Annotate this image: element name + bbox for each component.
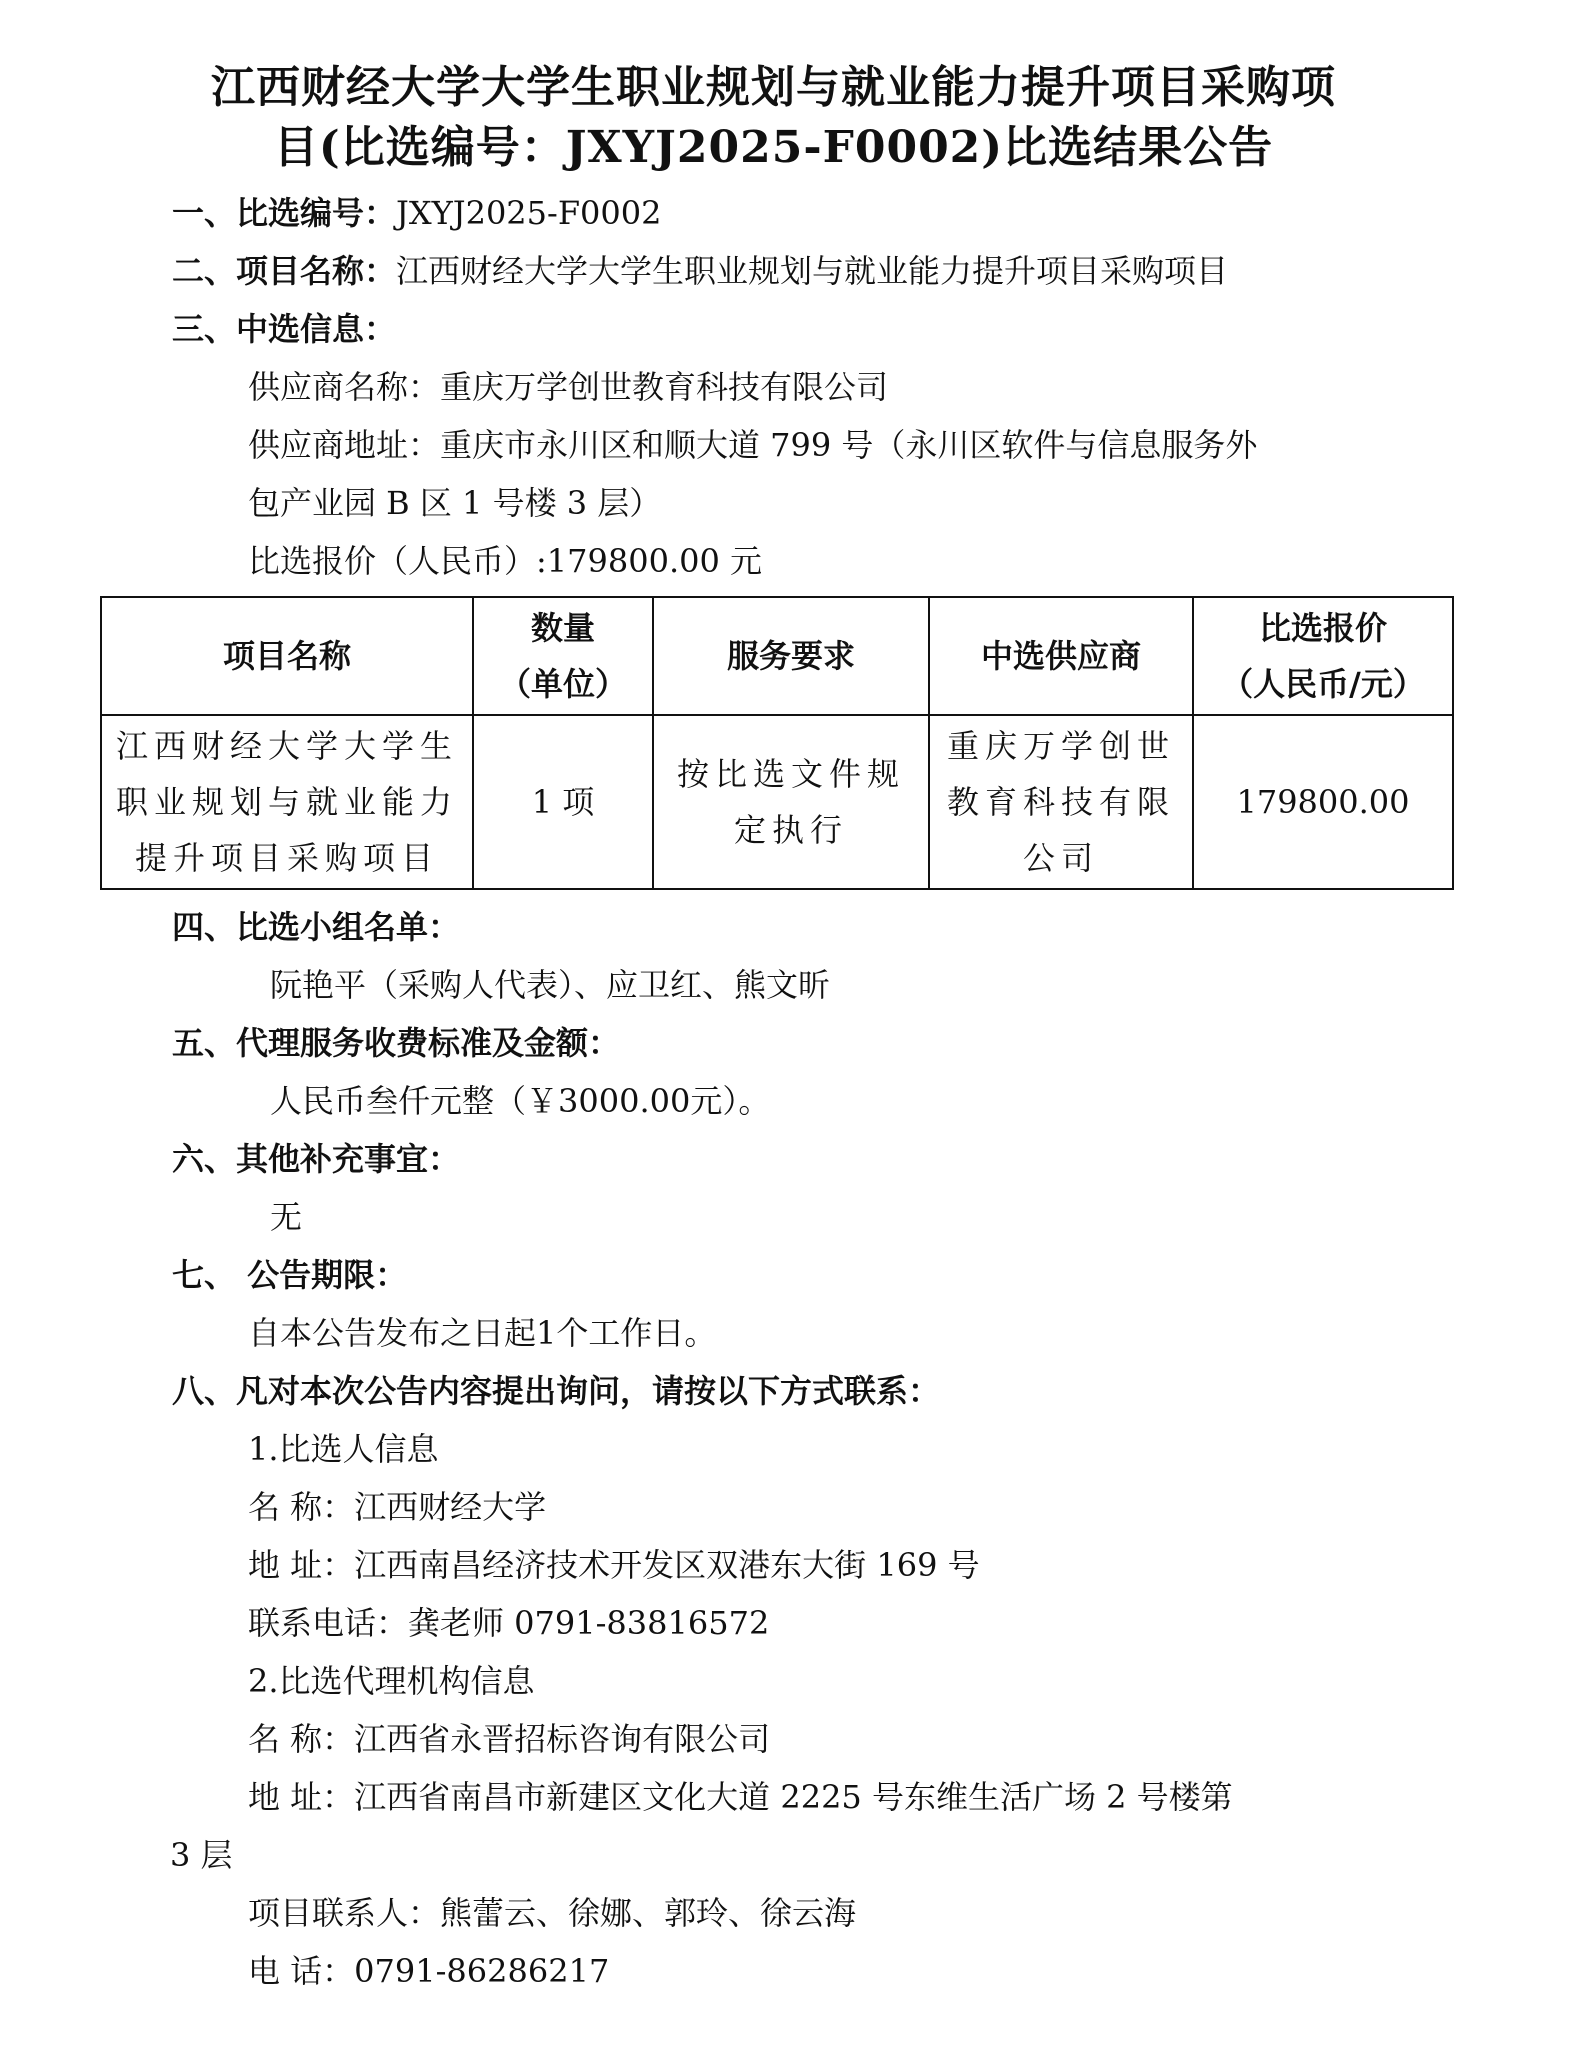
supplier-address: 供应商地址：重庆市永川区和顺大道 799 号（永川区软件与信息服务外 [248,426,1258,464]
header-price-line1: 比选报价 [1258,609,1387,647]
section-7-label: 七、 公告期限： [172,1256,408,1294]
agency-address: 地 址：江西省南昌市新建区文化大道 2225 号东维生活广场 2 号楼第 [248,1778,1233,1816]
section-5-value: 人民币叁仟元整（￥3000.00元）。 [270,1082,771,1120]
purchaser-phone: 联系电话：龚老师 0791-83816572 [248,1604,770,1642]
cell-quantity: 1 项 [473,715,653,889]
supplier-address-cont: 包产业园 B 区 1 号楼 3 层） [248,484,662,522]
section-4-value: 阮艳平（采购人代表）、应卫红、熊文昕 [270,966,831,1004]
section-7-value: 自本公告发布之日起1个工作日。 [248,1314,717,1352]
purchaser-name: 名 称：江西财经大学 [248,1488,547,1526]
section-6-label: 六、其他补充事宜： [172,1140,461,1178]
agency-phone: 电 话：0791-86286217 [248,1952,610,1990]
header-service: 服务要求 [653,597,929,715]
table-header-row [101,597,1453,715]
cell-supplier: 重庆万学创世教育科技有限公司 [929,715,1193,889]
purchaser-info-title: 1.比选人信息 [248,1430,439,1468]
cell-project-name: 江西财经大学大学生职业规划与就业能力提升项目采购项目 [101,715,473,889]
supplier-name: 供应商名称：重庆万学创世教育科技有限公司 [248,368,889,406]
purchaser-address: 地 址：江西南昌经济技术开发区双港东大街 169 号 [248,1546,980,1584]
section-2-label: 二、项目名称： [172,252,397,290]
section-4-label: 四、比选小组名单： [172,908,461,946]
section-1 [100,184,1447,242]
quoted-price: 比选报价（人民币）:179800.00 元 [248,542,763,580]
section-1-value: JXYJ2025-F0002 [396,194,662,232]
title-line-2: 目(比选编号：JXYJ2025-F0002)比选结果公告 [273,122,1274,173]
section-3-label: 三、中选信息： [172,310,397,348]
header-supplier: 中选供应商 [929,597,1193,715]
agency-name: 名 称：江西省永晋招标咨询有限公司 [248,1720,771,1758]
section-2 [100,242,1447,300]
title-line-1: 江西财经大学大学生职业规划与就业能力提升项目采购项 [211,62,1336,113]
section-2-value: 江西财经大学大学生职业规划与就业能力提升项目采购项目 [396,252,1229,290]
section-1-label: 一、比选编号： [172,194,397,232]
table-row [101,715,1453,889]
agency-address-cont: 3 层 [170,1836,233,1874]
header-quantity [473,597,653,715]
header-quantity-line2: （单位） [498,665,627,703]
agency-contacts: 项目联系人：熊蕾云、徐娜、郭玲、徐云海 [248,1894,857,1932]
header-quantity-line1: 数量 [530,609,595,647]
document-title [100,58,1447,178]
cell-price: 179800.00 [1193,715,1453,889]
section-8-label: 八、凡对本次公告内容提出询问，请按以下方式联系： [172,1372,941,1410]
result-table [100,596,1454,890]
header-price [1193,597,1453,715]
agency-info-title: 2.比选代理机构信息 [248,1662,535,1700]
header-project-name: 项目名称 [101,597,473,715]
section-6-value: 无 [270,1198,303,1236]
section-5-label: 五、代理服务收费标准及金额： [172,1024,621,1062]
header-price-line2: （人民币/元） [1221,665,1425,703]
cell-service: 按比选文件规定执行 [653,715,929,889]
